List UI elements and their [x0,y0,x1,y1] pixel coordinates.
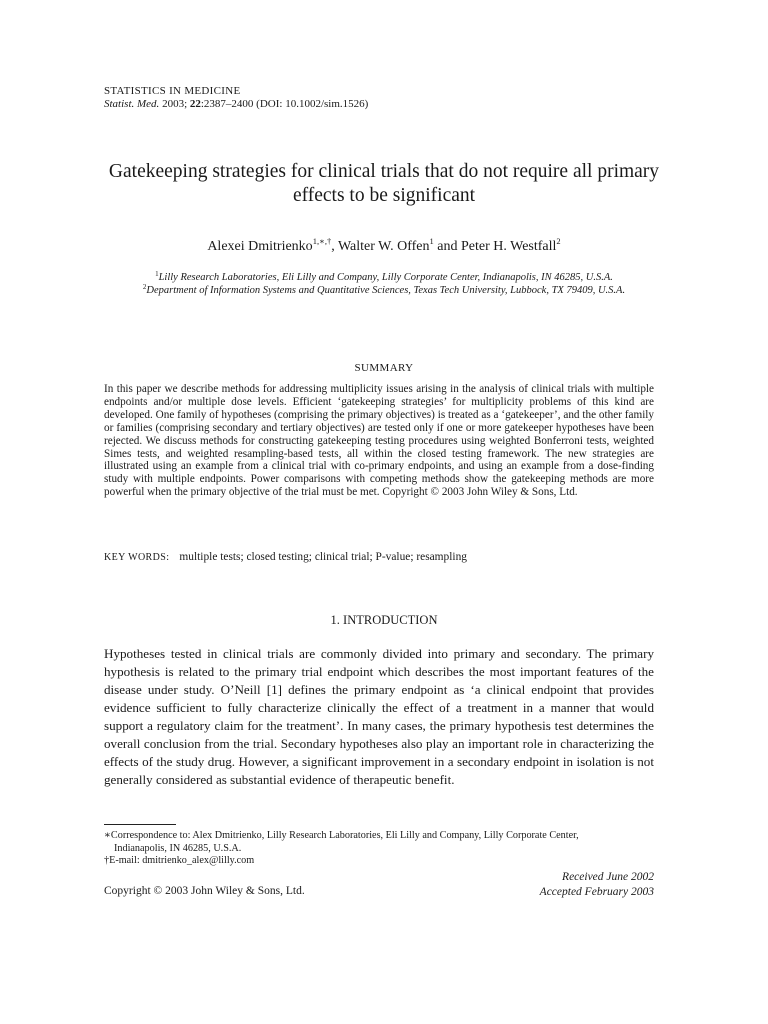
author-name: Peter H. Westfall [460,239,557,254]
author-marks: 2 [556,236,561,246]
journal-name: STATISTICS IN MEDICINE [104,85,241,97]
author-separator: and [433,239,461,254]
summary-paragraph: In this paper we describe methods for addressing multiplicity issues arising in the analysis of clinical trials with multiple endpoints and/or multiple dose levels. Efficient ‘gatekeeping strategies’ for multiplicity problems of this kind are developed. One family of hypotheses (comprising the primary objectives) is treated as a ‘gatekeeper’, and the other family or families (comprising secondary and tertiary objectives) are tested only if one or more gatekeeper hypotheses have been rejected. We discuss methods for constructing gatekeeping testing procedures using weighted Bonferroni tests, weighted Simes tests, and weighted resampling-based tests, all within the closed testing framework. The new strategies are illustrated using an example from a clinical trial with co-primary endpoints, and using an example from a dose-finding study with multiple endpoints. Power comparisons with competing methods show the gatekeeping methods are more powerful when the primary objective of the trial must be met. Copyright © 2003 John Wiley & Sons, Ltd. [104,383,654,499]
section-heading-introduction: 1. INTRODUCTION [330,613,438,627]
citation-pages-doi: :2387–2400 (DOI: 10.1002/sim.1526) [200,98,369,110]
author-name: Alexei Dmitrienko [207,239,313,254]
footnote-correspondence: ∗Correspondence to: Alex Dmitrienko, Lilly Research Laboratories, Eli Lilly and Company, Lilly Corporate Center, [104,830,579,841]
keywords-line [104,551,664,563]
citation-volume: 22 [189,98,201,110]
journal-abbrev: Statist. Med. [104,98,160,110]
footnote-correspondence-cont: Indianapolis, IN 46285, U.S.A. [114,842,242,854]
paper-title: Gatekeeping strategies for clinical trials that do not require all primary effects to be significant [108,161,660,206]
footnote-email: †E-mail: dmitrienko_alex@lilly.com [104,855,255,867]
affiliation-text: Lilly Research Laboratories, Eli Lilly and Company, Lilly Corporate Center, Indianapolis, IN 46285, U.S.A. [158,272,613,283]
author-marks: 1,∗,† [312,236,332,246]
received-dates [470,870,654,900]
summary-heading: SUMMARY [354,362,414,374]
author-name: Walter W. Offen [337,239,430,254]
footnote-rule [104,824,176,825]
citation-year: 2003; [162,98,188,110]
affiliation-mark: 2 [142,283,147,291]
author-list [90,236,678,255]
copyright-notice: Copyright © 2003 John Wiley & Sons, Ltd. [104,885,305,897]
accepted-date: Accepted February 2003 [539,886,654,898]
keywords-text: multiple tests; closed testing; clinical trial; P-value; resampling [179,551,467,563]
author-marks: 1 [429,236,434,246]
affiliation-mark: 1 [155,270,159,278]
keywords-label: KEY WORDS: [104,552,170,563]
author-separator: , [331,239,338,254]
introduction-paragraph: Hypotheses tested in clinical trials are commonly divided into primary and secondary. The primary hypothesis is related to the primary trial endpoint which describes the most important features of the disease under study. O’Neill [1] defines the primary endpoint as ‘a clinical endpoint that provides evidence sufficient to fully characterize clinically the effect of a treatment in a manner that would support a regulatory claim for the treatment’. In many cases, the primary hypothesis test determines the overall conclusion from the trial. Secondary hypotheses also play an important role in characterizing the effects of the study drug. However, a significant improvement in a secondary endpoint in isolation is not generally considered as substantial evidence of therapeutic benefit. [104,646,654,787]
footnotes [104,830,664,868]
received-date: Received June 2002 [562,871,654,883]
affiliation-2 [90,281,678,297]
affiliation-text: Department of Information Systems and Quantitative Sciences, Texas Tech University, Lubbock, TX 79409, U.S.A. [146,285,626,296]
citation-line [104,98,368,110]
